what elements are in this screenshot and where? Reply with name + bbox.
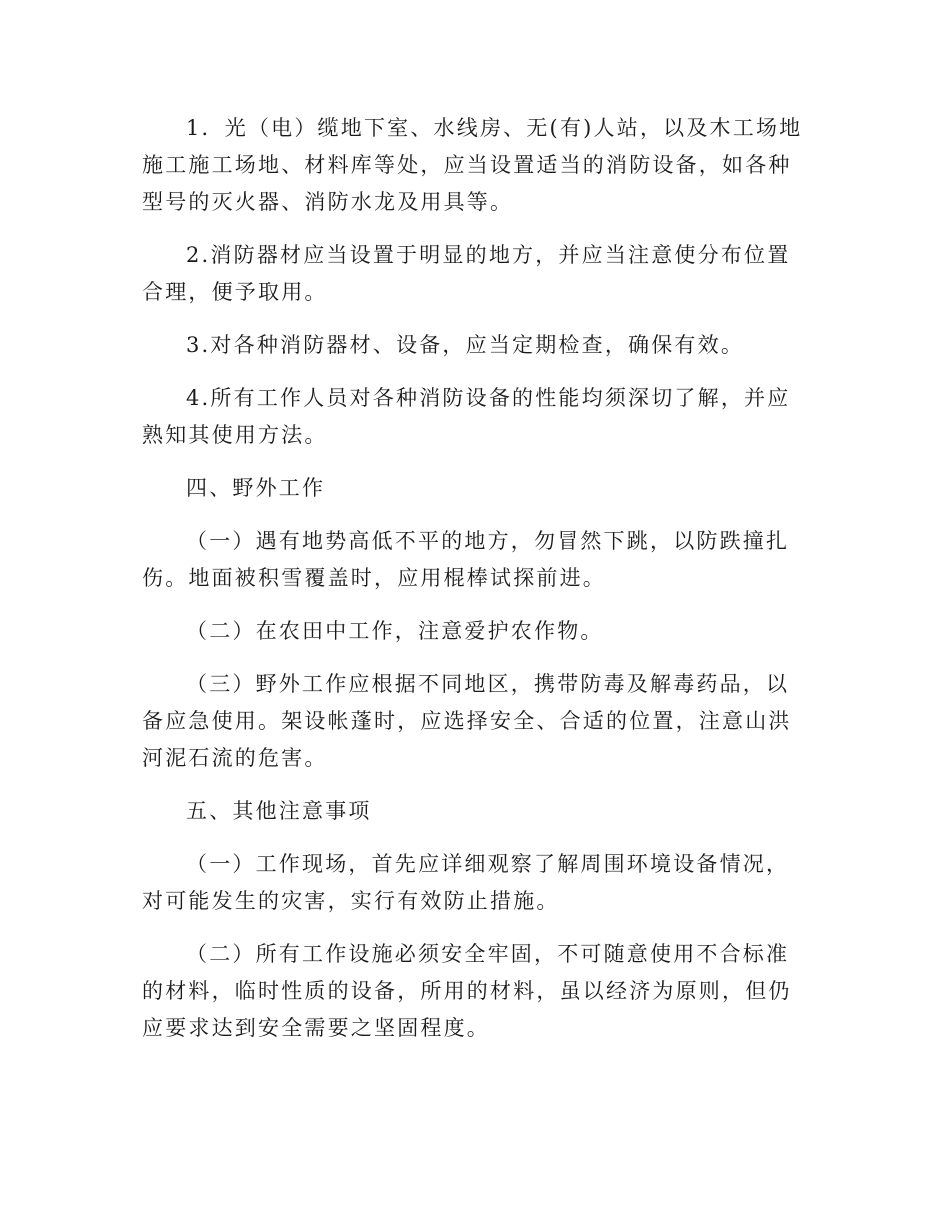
paragraph-field-farmland: （二）在农田中工作，注意爱护农作物。 bbox=[186, 619, 604, 643]
section-heading-field-work: 四、野外工作 bbox=[186, 476, 326, 500]
section-heading-other-notes: 五、其他注意事项 bbox=[186, 799, 372, 823]
paragraph-fire-equipment-inspection: 3.对各种消防器材、设备，应当定期检查，确保有效。 bbox=[186, 333, 745, 357]
paragraph-other-site-observation: （一）工作现场，首先应详细观察了解周围环境设备情况，对可能发生的灾害，实行有效防止措施。 bbox=[142, 852, 790, 913]
paragraph-fire-equipment-placement: 1．光（电）缆地下室、水线房、无(有)人站，以及木工场地施工施工场地、材料库等处，应当设置适当的消防设备，如各种型号的灭火器、消防水龙及用具等。 bbox=[142, 116, 803, 214]
document-page bbox=[142, 110, 812, 1063]
paragraph-fire-equipment-training: 4.所有工作人员对各种消防设备的性能均须深切了解，并应熟知其使用方法。 bbox=[142, 386, 791, 447]
paragraph-fire-equipment-location: 2.消防器材应当设置于明显的地方，并应当注意使分布位置合理，便予取用。 bbox=[142, 243, 791, 304]
paragraph-other-facility-safety: （二）所有工作设施必须安全牢固，不可随意使用不合标准的材料，临时性质的设备，所用的材料，虽以经济为原则，但仍应要求达到安全需要之坚固程度。 bbox=[142, 942, 792, 1040]
paragraph-field-antidote-tents: （三）野外工作应根据不同地区，携带防毒及解毒药品，以备应急使用。架设帐蓬时，应选择安全、合适的位置，注意山洪河泥石流的危害。 bbox=[142, 672, 792, 770]
paragraph-field-uneven-terrain: （一）遇有地势高低不平的地方，勿冒然下跳，以防跌撞扎伤。地面被积雪覆盖时，应用棍棒试探前进。 bbox=[142, 529, 790, 590]
